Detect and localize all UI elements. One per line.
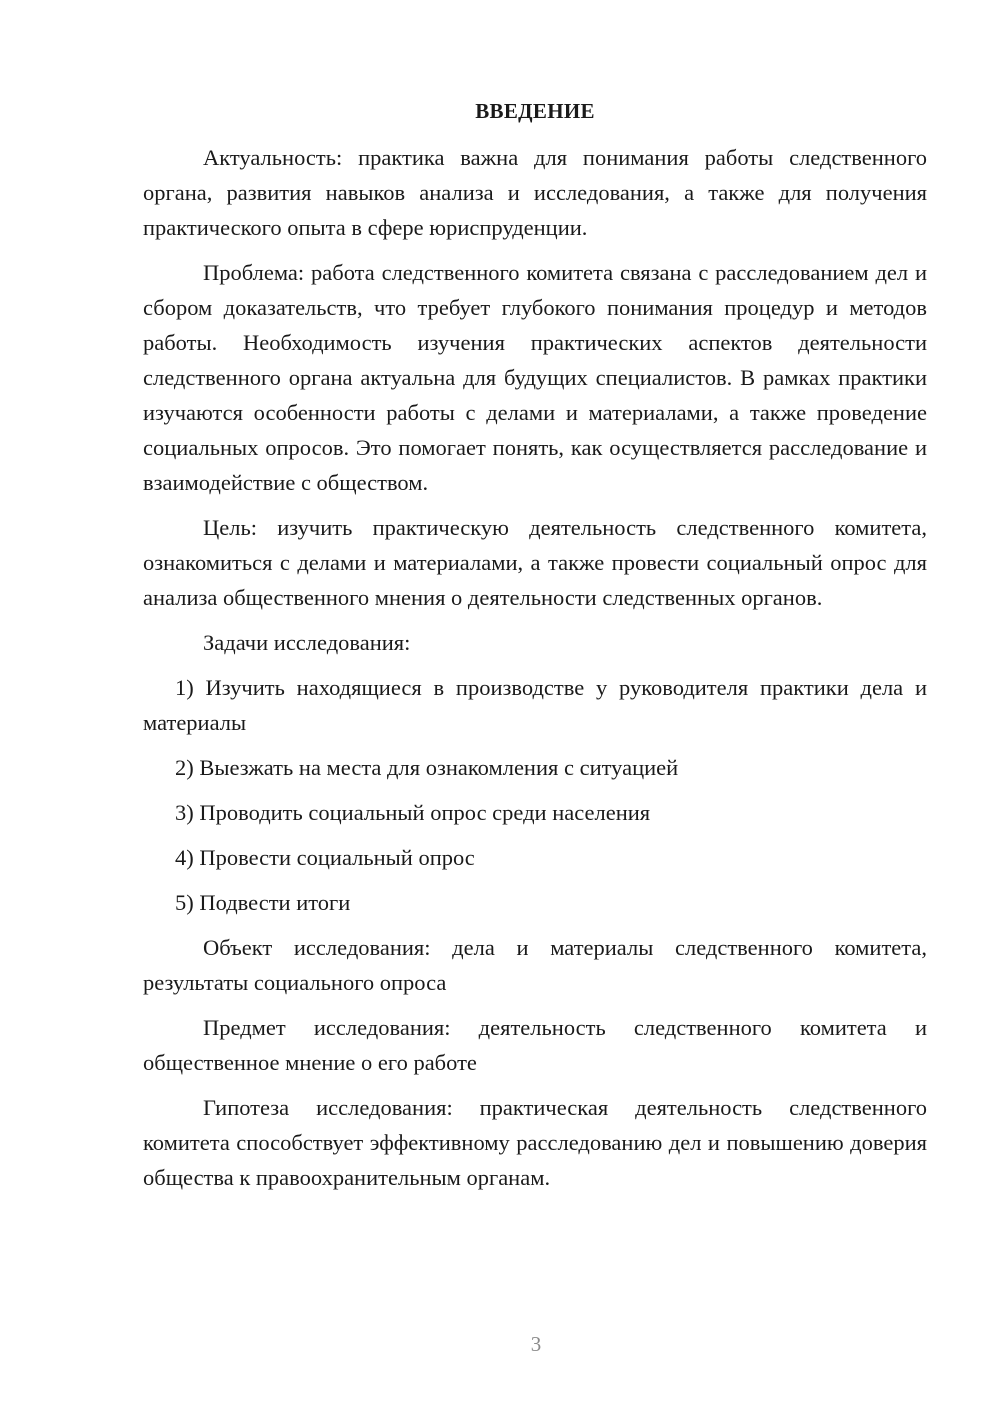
task-item: 1) Изучить находящиеся в производстве у руководителя практики дела и материалы — [143, 675, 927, 735]
task-item: 5) Подвести итоги — [175, 890, 351, 915]
goal-paragraph: Цель: изучить практическую деятельность следственного комитета, ознакомиться с делами и материалами, а также провести социальный опрос для анализа общественного мнения о деятельности следственных органов. — [143, 515, 927, 610]
relevance-paragraph: Актуальность: практика важна для понимания работы следственного органа, развития навыков анализа и исследования, а также для получения практического опыта в сфере юриспруденции. — [143, 145, 927, 240]
object-paragraph: Объект исследования: дела и материалы следственного комитета, результаты социального опроса — [143, 935, 927, 995]
section-heading: ВВЕДЕНИЕ — [475, 99, 595, 123]
page-number: 3 — [530, 1332, 542, 1356]
task-item: 3) Проводить социальный опрос среди населения — [175, 800, 651, 825]
tasks-heading: Задачи исследования: — [203, 630, 411, 655]
subject-paragraph: Предмет исследования: деятельность следственного комитета и общественное мнение о его работе — [143, 1015, 927, 1075]
problem-paragraph: Проблема: работа следственного комитета связана с расследованием дел и сбором доказательств, что требует глубокого понимания процедур и методов работы. Необходимость изучения практических аспектов деятельности следственного органа актуальна для будущих специалистов. В рамках практики изучаются особенности работы с делами и материалами, а также проведение социальных опросов. Это помогает понять, как осуществляется расследование и взаимодействие с обществом. — [143, 260, 927, 495]
task-item: 2) Выезжать на места для ознакомления с ситуацией — [175, 755, 679, 780]
tasks-list — [143, 670, 927, 920]
task-item: 4) Провести социальный опрос — [175, 845, 475, 870]
hypothesis-paragraph: Гипотеза исследования: практическая деятельность следственного комитета способствует эффективному расследованию дел и повышению доверия общества к правоохранительным органам. — [143, 1095, 927, 1190]
page-body — [143, 96, 927, 1205]
